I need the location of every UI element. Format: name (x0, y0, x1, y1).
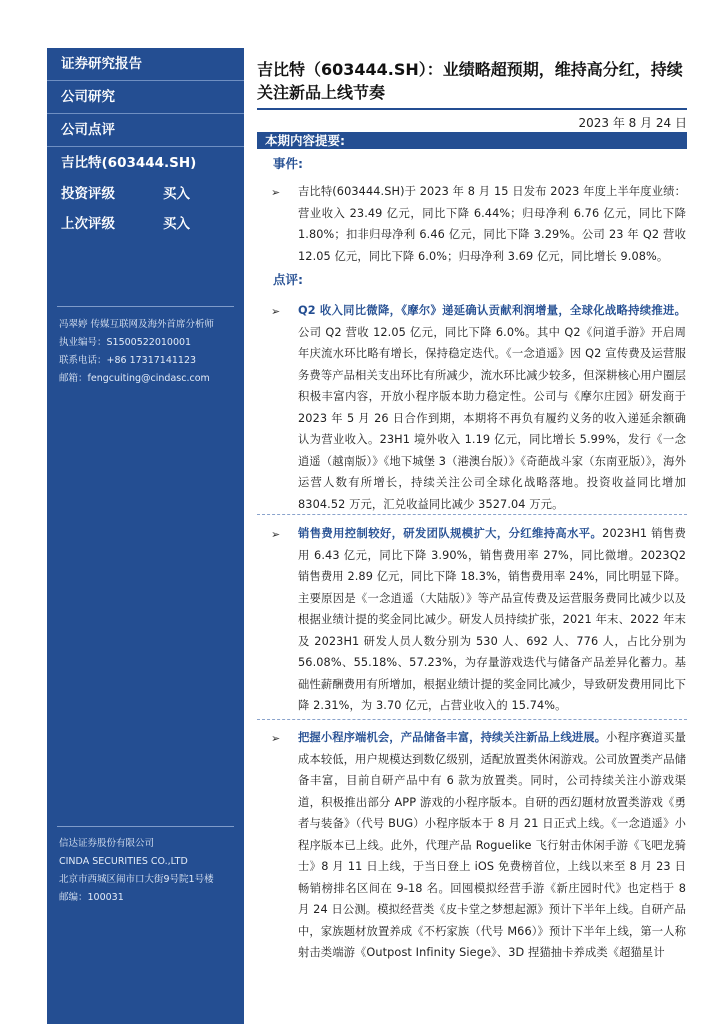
company-address: 北京市西城区闹市口大街9号院1号楼 (59, 874, 214, 885)
report-category: 公司研究 (47, 81, 244, 114)
triangle-right-icon: ➢ (271, 186, 281, 199)
divider (57, 306, 234, 307)
divider (57, 826, 234, 827)
rating-value: 买入 (163, 186, 190, 202)
analyst-license: 执业编号：S1500522010001 (59, 337, 192, 348)
rating-label: 投资评级 (61, 186, 115, 202)
company-postcode: 邮编：100031 (59, 892, 124, 903)
p2-lead: 销售费用控制较好，研发团队规模扩大，分红维持高水平。 (298, 527, 603, 540)
analyst-name: 冯翠婷 传媒互联网及海外首席分析师 (59, 319, 215, 330)
report-date: 2023 年 8 月 24 日 (578, 116, 687, 130)
triangle-right-icon: ➢ (271, 305, 281, 318)
report-type: 证券研究报告 (47, 48, 244, 81)
comment-paragraph-2 (298, 523, 686, 717)
event-heading: 事件: (273, 156, 303, 171)
analyst-email: 邮箱：fengcuiting@cindasc.com (59, 373, 210, 384)
p3-body: 小程序赛道买量成本较低，用户规模达到数亿级别，适配放置类休闲游戏。公司放置类产品储备丰富，目前自研产品中有 6 款为放置类。同时，公司持续关注小游戏渠道，积极推出部分 APP 游戏的小程序版本。自研的西幻题材放置类游戏《勇者与装备》（代号 BUG）小程序版本于 8 月 21 日正式上线。《一念逍遥》小程序版本已上线。此外，代理产品 Roguelike 飞行射击休闲手游《飞吧龙骑士》8 月 11 日上线，于当日登上 iOS 免费榜首位，上线以来至 8 月 23 日畅销榜排名区间在 9-18 名。回囤模拟经营手游《新庄园时代》也定档于 8 月 24 日公测。模拟经营类《皮卡堂之梦想起源》预计下半年上线。自研产品中，家族题材放置养成《不朽家族（代号 M66）》预计下半年上线，第一人称射击类端游《Outpost Infinity Siege》、3D 捏猫抽卡养成类《超猫星计 (298, 731, 687, 959)
stock-ticker: 吉比特(603444.SH) (61, 155, 197, 171)
divider (257, 719, 687, 720)
report-subcategory: 公司点评 (47, 114, 244, 147)
prev-rating-label: 上次评级 (61, 216, 115, 232)
sidebar (47, 48, 244, 1024)
event-text: 吉比特(603444.SH)于 2023 年 8 月 15 日发布 2023 年度上半年度业绩：营业收入 23.49 亿元，同比下降 6.44%；归母净利 6.76 亿元，同比下降 1.80%；扣非归母净利 6.46 亿元，同比下降 3.29%。公司 23 年 Q2 营收 12.05 亿元，同比下降 6.0%；归母净利 3.69 亿元，同比增长 9.08%。 (298, 185, 686, 263)
summary-heading: 本期内容提要: (257, 132, 687, 149)
title-rule (257, 108, 687, 110)
prev-rating-value: 买入 (163, 216, 190, 232)
triangle-right-icon: ➢ (271, 528, 281, 541)
p3-lead: 把握小程序端机会，产品储备丰富，持续关注新品上线进展。 (298, 731, 607, 744)
previous-rating (47, 209, 244, 239)
comment-paragraph-3 (298, 727, 686, 964)
company-name-cn: 信达证券股份有限公司 (59, 838, 155, 849)
report-title: 吉比特（603444.SH）：业绩略超预期，维持高分红，持续关注新品上线节奏 (257, 60, 683, 102)
p2-body: 2023H1 销售费用 6.43 亿元，同比下降 3.90%，销售费用率 27%，同比微增。2023Q2 销售费用 2.89 亿元，同比下降 18.3%，销售费用率 24%，同比明显下降。主要原因是《一念逍遥（大陆版）》等产品宣传费及运营服务费同比减少以及根据业绩计提的奖金同比减少。研发人员持续扩张，2021 年末、2022 年末及 2023H1 研发人员人数分别为 530 人、692 人、776 人，占比分别为 56.08%、55.18%、57.23%，为存量游戏迭代与储备产品差异化蓄力。基础性薪酬费用有所增加，根据业绩计提的奖金同比减少，导致研发费用同比下降 2.31%，为 3.70 亿元，占营业收入的 15.74%。 (298, 527, 686, 712)
p1-lead: Q2 收入同比微降，《摩尔》递延确认贡献利润增量，全球化战略持续推进。 (298, 304, 686, 317)
company-name-en: CINDA SECURITIES CO.,LTD (59, 856, 188, 867)
divider (257, 514, 687, 515)
analyst-phone: 联系电话：+86 17317141123 (59, 355, 197, 366)
comment-heading: 点评: (273, 272, 303, 287)
analyst-contact (59, 316, 214, 388)
investment-rating (47, 179, 244, 209)
triangle-right-icon: ➢ (271, 732, 281, 745)
comment-paragraph-1 (298, 300, 686, 515)
company-info (59, 835, 214, 907)
p1-body: 公司 Q2 营收 12.05 亿元，同比下降 6.0%。其中 Q2《问道手游》开启周年庆流水环比略有增长，保持稳定迭代。《一念逍遥》因 Q2 宣传费及运营服务费等产品相关支出环比有所减少，流水环比减少较多，但深耕核心用户圈层积极丰富内容，开放小程序版本助力稳定性。公司与《摩尔庄园》研发商于 2023 年 5 月 26 日合作到期，本期将不再负有履约义务的收入递延余额确认为营业收入。23H1 境外收入 1.19 亿元，同比增长 5.99%，发行《一念逍遥（越南版）》《地下城堡 3（港澳台版）》《奇葩战斗家（东南亚版）》，海外运营人数有所增长，持续关注公司全球化战略落地。投资收益同比增加 8304.52 万元，汇兑收益同比减少 3527.04 万元。 (298, 325, 686, 511)
